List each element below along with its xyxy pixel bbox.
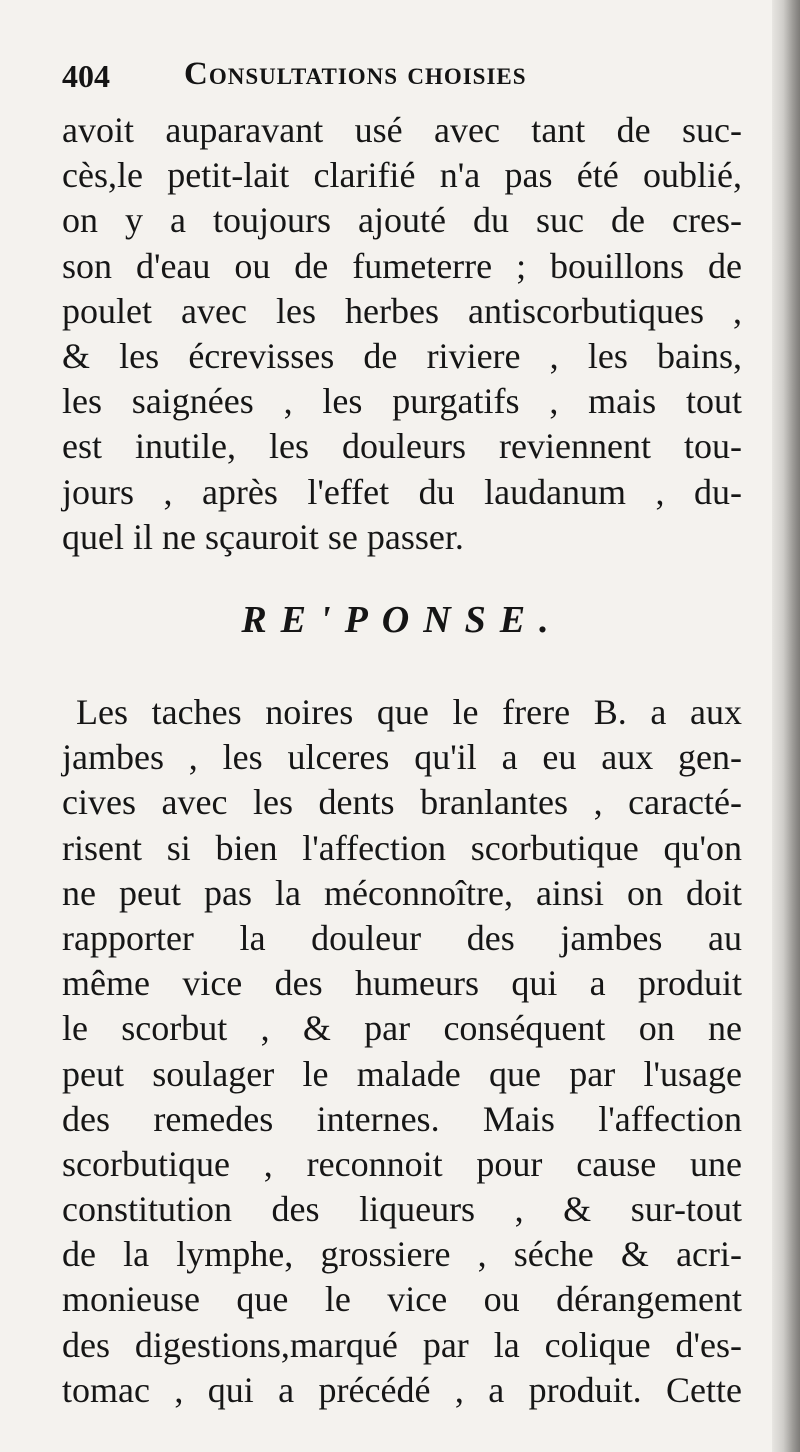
text-line: des remedes internes. Mais l'affection xyxy=(62,1098,742,1139)
text-line: jours , après l'effet du laudanum , du- xyxy=(62,471,742,512)
page-header xyxy=(62,52,742,102)
text-line: même vice des humeurs qui a produit xyxy=(62,963,742,1004)
text-line: rapporter la douleur des jambes au xyxy=(62,917,742,958)
text-line: cives avec les dents branlantes , caracté- xyxy=(62,782,742,823)
text-line: & les écrevisses de riviere , les bains, xyxy=(62,335,742,376)
page-binding-edge xyxy=(772,0,800,1452)
text-line: les saignées , les purgatifs , mais tout xyxy=(62,381,742,422)
text-line: de la lymphe, grossiere , séche & acri- xyxy=(62,1234,742,1275)
text-line: Les taches noires que le frere B. a aux xyxy=(76,692,742,732)
text-line: le scorbut , & par conséquent on ne xyxy=(62,1008,742,1049)
paragraph-bottom xyxy=(62,690,742,1413)
text-line: risent si bien l'affection scorbutique qu'on xyxy=(62,827,742,868)
text-line: constitution des liqueurs , & sur-tout xyxy=(62,1189,742,1230)
text-line: on y a toujours ajouté du suc de cres- xyxy=(62,200,742,241)
running-title: Consultations choisies xyxy=(184,56,527,92)
text-line: son d'eau ou de fumeterre ; bouillons de xyxy=(62,245,742,286)
section-heading: RE'PONSE. xyxy=(241,599,563,641)
text-line: des digestions,marqué par la colique d'es- xyxy=(62,1324,742,1365)
text-line: poulet avec les herbes antiscorbutiques , xyxy=(62,290,742,331)
text-line: peut soulager le malade que par l'usage xyxy=(62,1053,742,1094)
text-line: jambes , les ulceres qu'il a eu aux gen- xyxy=(62,737,742,778)
text-line: monieuse que le vice ou dérangement xyxy=(62,1279,742,1320)
text-line: scorbutique , reconnoit pour cause une xyxy=(62,1143,742,1184)
text-line: est inutile, les douleurs reviennent tou- xyxy=(62,426,742,467)
paragraph-top xyxy=(62,108,742,560)
text-line: ne peut pas la méconnoître, ainsi on doit xyxy=(62,872,742,913)
text-line: tomac , qui a précédé , a produit. Cette xyxy=(62,1369,742,1410)
text-line: cès,le petit-lait clarifié n'a pas été oublié, xyxy=(62,155,742,196)
text-line: avoit auparavant usé avec tant de suc- xyxy=(62,110,742,150)
page-number: 404 xyxy=(62,58,110,94)
text-line: quel il ne sçauroit se passer. xyxy=(62,516,464,557)
